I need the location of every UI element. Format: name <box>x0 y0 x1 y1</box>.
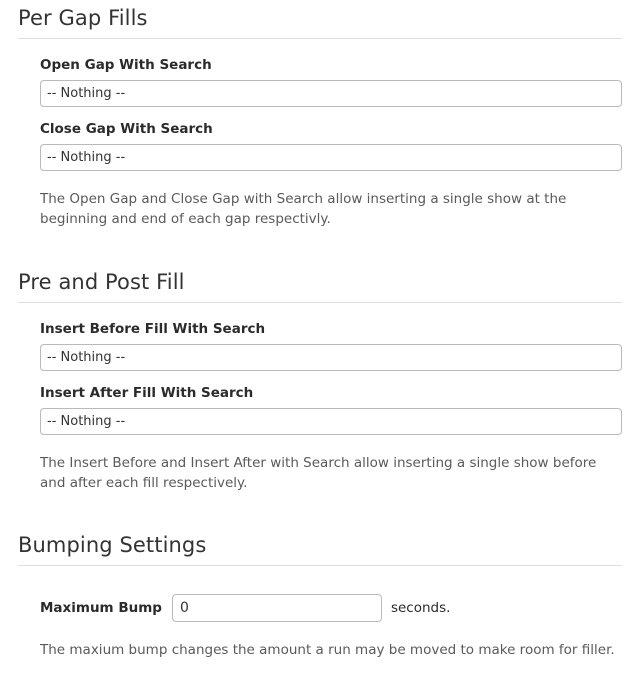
field-open-gap-with-search <box>18 57 622 107</box>
open-gap-with-search-select[interactable] <box>40 80 622 107</box>
field-insert-before-fill-with-search <box>18 321 622 371</box>
per-gap-fills-help-text: The Open Gap and Close Gap with Search allow inserting a single show at the beginning and end of each gap respectivly. <box>40 191 567 228</box>
section-title-per-gap-fills: Per Gap Fills <box>18 0 622 39</box>
insert-after-fill-with-search-select-wrap <box>40 408 622 435</box>
pre-and-post-fill-help-wrap <box>18 453 622 494</box>
section-bumping-settings <box>18 533 622 660</box>
maximum-bump-suffix: seconds. <box>390 600 451 616</box>
insert-before-fill-with-search-label: Insert Before Fill With Search <box>40 320 266 337</box>
close-gap-with-search-select-wrap <box>40 144 622 171</box>
insert-before-fill-with-search-select[interactable] <box>40 344 622 371</box>
open-gap-with-search-label: Open Gap With Search <box>40 57 212 73</box>
insert-after-fill-with-search-label: Insert After Fill With Search <box>40 384 254 401</box>
pre-and-post-fill-help-text: The Insert Before and Insert After with Search allow inserting a single show before and after each fill respectively. <box>40 454 597 491</box>
section-pre-and-post-fill <box>18 270 622 494</box>
bumping-settings-help-text: The maxium bump changes the amount a run may be moved to make room for filler. <box>40 642 615 658</box>
section-per-gap-fills <box>18 0 622 230</box>
close-gap-with-search-label: Close Gap With Search <box>40 121 213 137</box>
bumping-settings-help-wrap <box>18 640 622 660</box>
section-title-bumping-settings: Bumping Settings <box>18 533 622 566</box>
field-maximum-bump <box>18 594 622 622</box>
field-insert-after-fill-with-search <box>18 385 622 435</box>
maximum-bump-input[interactable] <box>172 594 382 622</box>
close-gap-with-search-select[interactable] <box>40 144 622 171</box>
section-title-pre-and-post-fill: Pre and Post Fill <box>18 270 622 303</box>
open-gap-with-search-select-wrap <box>40 80 622 107</box>
per-gap-fills-help-wrap <box>18 189 622 230</box>
maximum-bump-label: Maximum Bump <box>40 600 162 616</box>
field-close-gap-with-search <box>18 121 622 171</box>
insert-after-fill-with-search-select[interactable] <box>40 408 622 435</box>
insert-before-fill-with-search-select-wrap <box>40 344 622 371</box>
